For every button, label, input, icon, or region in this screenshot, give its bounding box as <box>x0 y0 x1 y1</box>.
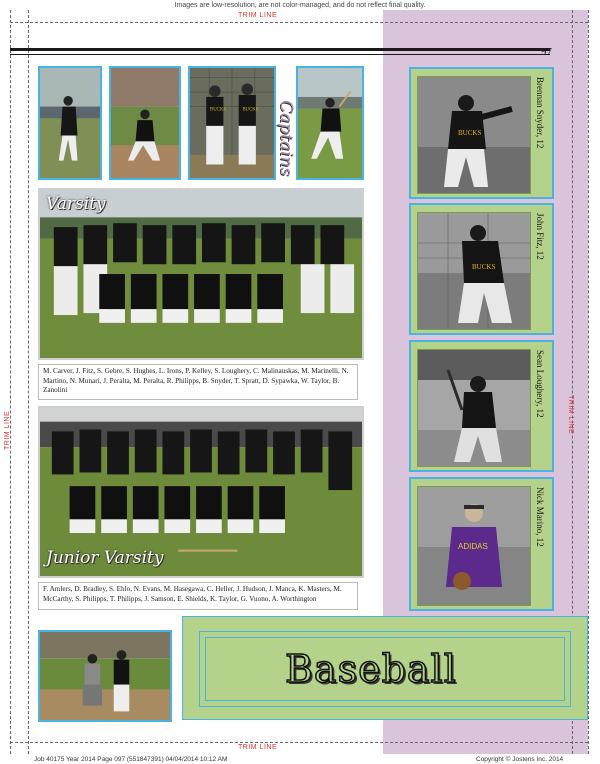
player-name-2: John Fitz, 12 <box>535 213 545 260</box>
guide-bottom <box>10 742 588 743</box>
captain-photo-3 <box>188 66 276 180</box>
header-rule <box>10 48 550 51</box>
player-photo-1 <box>417 76 531 194</box>
footer-job-info: Job 40175 Year 2014 Page 097 (551847391) 04/04/2014 10:12 AM <box>34 756 228 763</box>
captain-photo-2 <box>109 66 181 180</box>
svg-text:BUCKS: BUCKS <box>242 107 259 113</box>
guide-top <box>10 22 588 23</box>
player-name-4: Nick Marino, 12 <box>535 487 545 547</box>
title-block <box>182 616 588 720</box>
trim-line-label-left: TRIM LINE <box>4 410 11 450</box>
junior-varsity-caption: F. Amlers, D. Bradley, S. Ehlo, N. Evans, M. Hasegawa, C. Heller, J. Hudson, J. Manca, K. Masters, M. McCarthy, S. Philipps, T. Philipps, J. Samson, E. Shields, K. Taylor, G. Vuono, A. Worthington <box>38 582 358 610</box>
guide-left <box>10 10 11 754</box>
guide-left-inner <box>28 10 29 754</box>
bottom-action-photo <box>38 630 172 722</box>
low-res-notice: Images are low-resolution, are not color-managed, and do not reflect final quality. <box>174 2 426 9</box>
player-photo-4 <box>417 486 531 606</box>
captain-photo-1 <box>38 66 102 180</box>
svg-text:ADIDAS: ADIDAS <box>458 542 488 551</box>
sport-title: Baseball <box>285 647 457 691</box>
player-name-3: Sean Loughery, 12 <box>535 350 545 418</box>
svg-text:BUCKS: BUCKS <box>210 107 226 113</box>
trim-line-label-top: TRIM LINE <box>238 12 278 19</box>
player-card-4 <box>409 477 554 611</box>
player-name-1: Brennan Snyder, 12 <box>535 77 545 149</box>
captain-photo-4 <box>296 66 364 180</box>
player-card-1 <box>409 67 554 199</box>
trim-line-label-right: TRIM LINE <box>567 395 574 435</box>
captains-title: Captains <box>276 100 296 177</box>
player-photo-2 <box>417 212 531 330</box>
svg-text:BUCKS: BUCKS <box>458 129 482 137</box>
trim-line-label-bottom: TRIM LINE <box>238 744 278 751</box>
page-number: 97 <box>541 46 552 58</box>
header-rule-thin <box>10 54 550 55</box>
player-card-2 <box>409 203 554 335</box>
footer-copyright: Copyright © Jostens Inc. 2014 <box>476 756 564 763</box>
player-card-3 <box>409 340 554 472</box>
varsity-title: Varsity <box>46 194 106 214</box>
guide-right <box>588 10 589 754</box>
svg-text:BUCKS: BUCKS <box>472 263 496 271</box>
player-photo-3 <box>417 349 531 467</box>
junior-varsity-title: Junior Varsity <box>46 548 164 568</box>
varsity-caption: M. Carver, J. Fitz, S. Gebre, S. Hughes, L. Irons, P. Kelley, S. Loughery, C. Malinauskas, M. Marinelli, N. Martino, N. Munari, J. Peralta, M. Peralta, R. Philipps, B. Snyder, T. Spratt, D. Sypawka, W. Taylor, B. Zanolini <box>38 364 358 400</box>
